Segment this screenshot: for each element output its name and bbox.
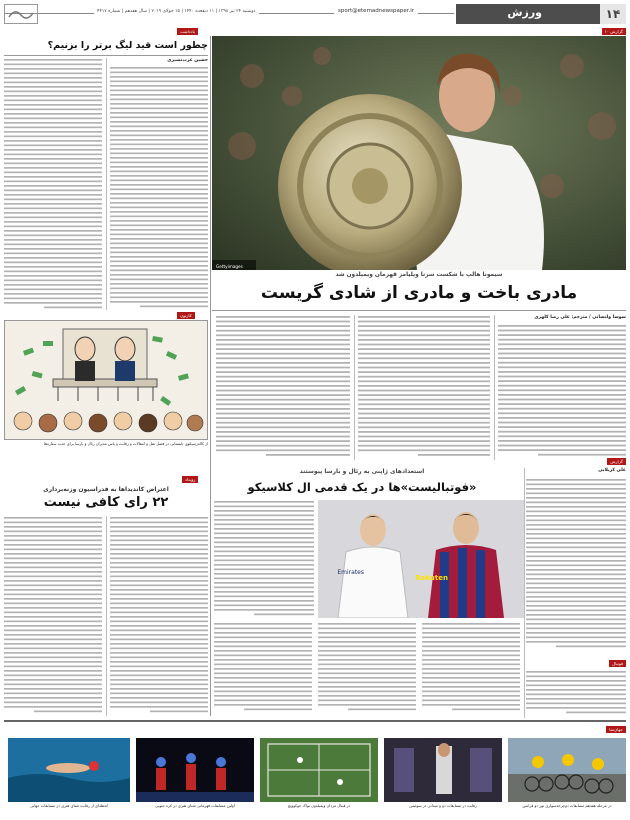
gallery-caption-1: در مرحله هفدهم مسابقات دوچرخه‌سواری تور دو فرانس <box>522 803 612 808</box>
rooydad-kicker: اعتراض کاندیداها به فدراسیون وزنه‌برداری <box>43 486 169 493</box>
report-tag: گزارش ۱۰ <box>602 28 626 35</box>
gallery-photo-athletics <box>384 738 502 802</box>
wimbledon-kicker: سیمونا هالپ با شکست سرنا ویلیامز قهرمان ویمبلدون شد <box>335 272 503 278</box>
gallery-photo-tennis <box>260 738 378 802</box>
gallery-photo-stage <box>136 738 254 802</box>
page-number: ۱۴ <box>600 4 626 24</box>
kubo-body-right <box>526 478 626 654</box>
rooydad-tag: رویداد <box>182 476 198 483</box>
kubo-headline: «فوتبالیست»ها در یک قدمی ال کلاسیکو <box>247 480 477 494</box>
kubo-photo <box>318 500 524 618</box>
gallery-caption-3: در فینال مردان ویمبلدون نواک جوکوویچ <box>287 803 351 808</box>
section-title: ورزش <box>507 6 542 19</box>
kubo-body-bottom <box>214 622 520 714</box>
wimbledon-body-col-3 <box>216 315 350 458</box>
wimbledon-byline: سوسا ولتسانی / مترجم: علی رضا کلهری <box>534 315 626 320</box>
gallery-photo-cycling <box>508 738 626 802</box>
wimbledon-body-col-1 <box>498 324 626 458</box>
cartoon-image <box>4 320 208 440</box>
football-tag: فوتبال <box>609 660 626 667</box>
kubo-byline: علی کربلایی <box>598 468 626 473</box>
masthead <box>4 4 626 26</box>
note-body-col-2 <box>4 58 102 310</box>
newspaper-logo <box>4 4 38 24</box>
section-banner <box>456 4 626 24</box>
halep-photo <box>212 36 626 270</box>
note-author: حسین عرب‌نشیری <box>167 58 208 63</box>
note-tag: یادداشت <box>177 28 198 35</box>
kubo-kicker: استعدادهای ژاپنی به رئال و بارسا پیوستند <box>299 468 425 475</box>
section-email: sport@etemadnewspaper.ir <box>334 8 418 15</box>
note-body-col-1 <box>110 66 208 310</box>
gallery-tag: جهان‌نما <box>606 726 626 733</box>
svg-text:Emirates: Emirates <box>337 569 364 576</box>
cartoon-caption: از کالدرسیکوی تابستانی در فصل نقل و انتقالات و رقابت و پاس مدیران رئال و بارسا برای جذب ستاره‌ها <box>43 441 208 446</box>
football-brief-body <box>526 670 626 718</box>
kubo-body-left <box>214 500 314 620</box>
svg-text:Rakuten: Rakuten <box>415 574 448 582</box>
report-tag-2: گزارش <box>607 458 626 465</box>
rooydad-body-col-2 <box>4 516 102 716</box>
gallery-caption-2: رقابت در مسابقات دو و میدانی در سوئیس <box>409 803 477 808</box>
wimbledon-headline: مادری باخت و مادری از شادی گریست <box>260 283 578 303</box>
date-line: دوشنبه ۲۴ تیر ۱۳۹۸ | ۱۱ ذیقعده ۱۴۴۰ | ۱۵ جولای ۲۰۱۹ | سال هفدهم | شماره ۴۴۱۷ <box>94 9 259 15</box>
gallery-caption-5: لحظه‌ای از رقابت شنای هنری در مسابقات جهانی <box>30 803 108 808</box>
rooydad-headline: ۲۲ رای کافی نیست <box>43 495 169 510</box>
rooydad-body-col-1 <box>110 516 208 716</box>
gallery-photo-swimming <box>8 738 130 802</box>
wimbledon-body-col-2 <box>358 315 490 458</box>
gallery-caption-4: اولین مسابقات قهرمانی شنای هنری در کره جنوبی <box>155 803 235 808</box>
headline-rule <box>212 310 626 311</box>
note-headline: چطور است قید لیگ برتر را بزنیم؟ <box>47 40 208 51</box>
photo-credit: Gettyimages <box>216 263 243 269</box>
cartoon-tag: کارتون <box>177 312 195 319</box>
